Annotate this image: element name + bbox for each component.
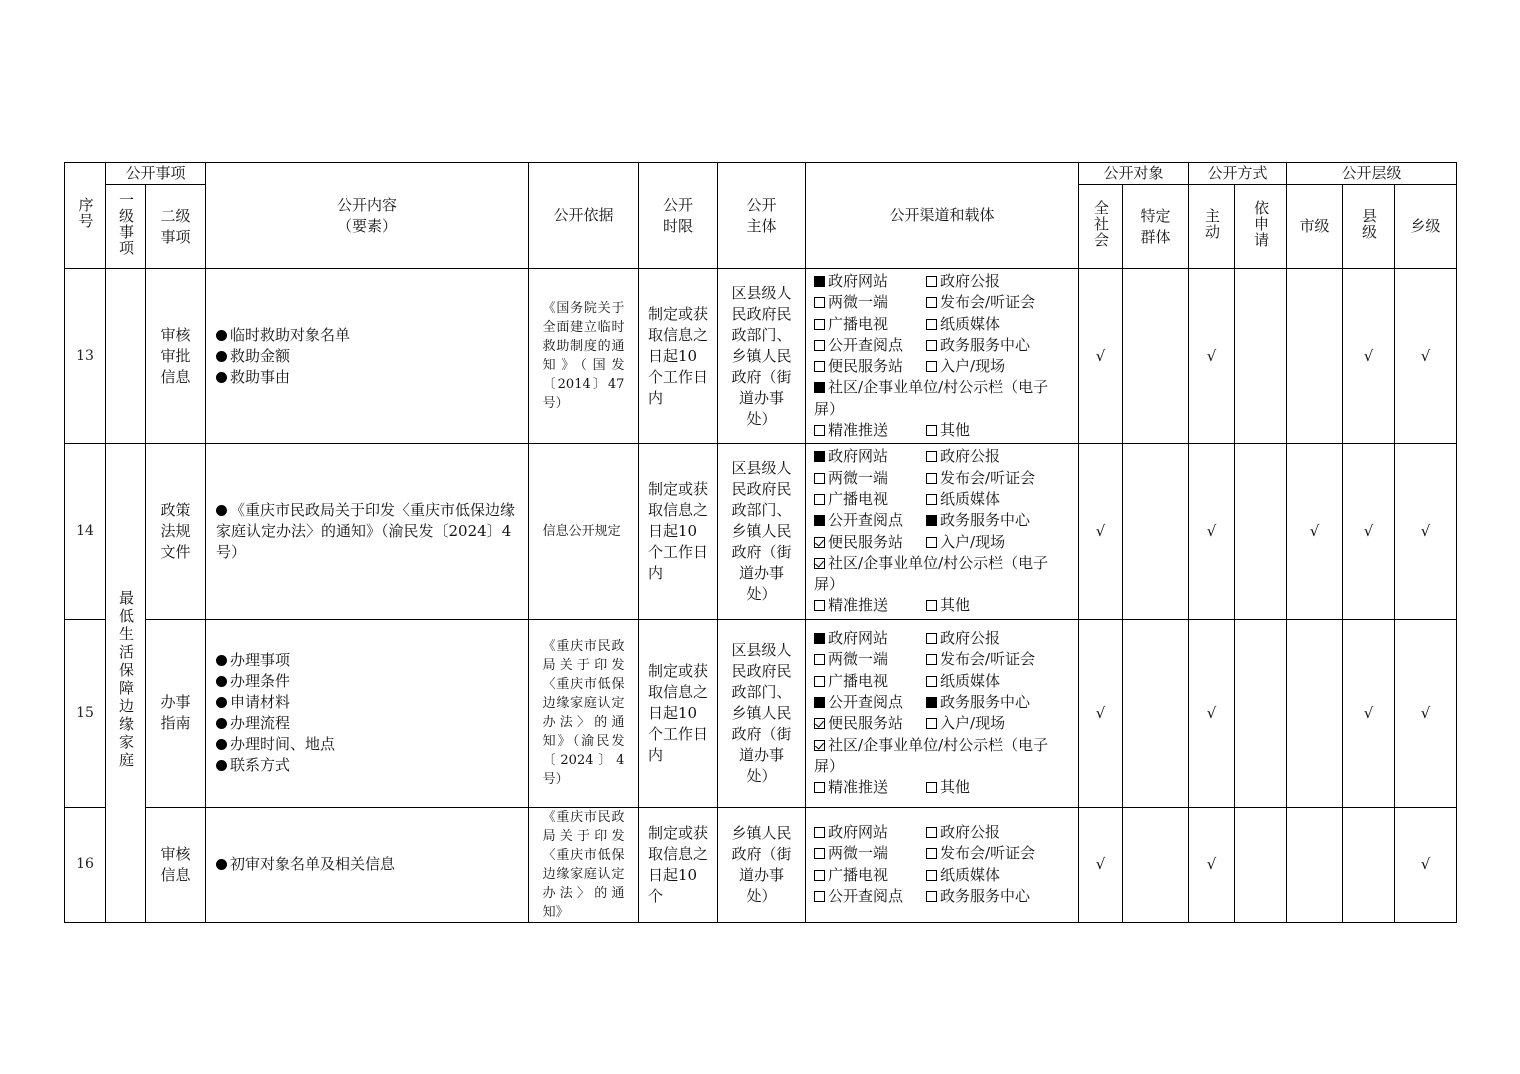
channel-option: 纸质媒体 xyxy=(926,865,1000,886)
channel-option: 广播电视 xyxy=(814,672,888,690)
empty-checkbox-icon xyxy=(926,361,937,372)
method-active-cell: √ xyxy=(1189,807,1235,922)
method-apply-cell xyxy=(1235,444,1287,619)
header-level-county: 县级 xyxy=(1343,185,1395,269)
channel-option: 入户/现场 xyxy=(926,532,1005,553)
content-item: 申请材料 xyxy=(216,692,520,713)
content-cell xyxy=(206,807,529,922)
empty-checkbox-icon xyxy=(926,633,937,644)
channel-option: 两微一端 xyxy=(814,469,888,487)
row-number: 15 xyxy=(65,619,106,807)
content-item: 联系方式 xyxy=(216,755,520,776)
level1-merged xyxy=(106,444,146,922)
subject-cell xyxy=(718,269,806,444)
row-number: 13 xyxy=(65,269,106,444)
channel-option: 两微一端 xyxy=(814,650,888,668)
empty-checkbox-icon xyxy=(926,494,937,505)
empty-checkbox-icon xyxy=(814,848,825,859)
basis-text: 《重庆市民政局关于印发〈重庆市低保边缘家庭认定办法〉的通知》 xyxy=(542,809,625,920)
channels-cell xyxy=(806,807,1079,922)
subject-cell xyxy=(718,444,806,619)
channel-option: 广播电视 xyxy=(814,315,888,333)
empty-checkbox-icon xyxy=(814,473,825,484)
header-target-all: 全社会 xyxy=(1079,185,1123,269)
channel-option: 精准推送 xyxy=(814,421,888,439)
subject-cell xyxy=(718,807,806,922)
empty-checkbox-icon xyxy=(926,891,937,902)
channel-option: 社区/企事业单位/村公示栏（电子屏） xyxy=(814,378,1049,418)
filled-checkbox-icon xyxy=(814,382,825,393)
channel-option: 其他 xyxy=(926,777,970,798)
row-number: 14 xyxy=(65,444,106,619)
level-town-cell: √ xyxy=(1395,807,1457,922)
level2-cell xyxy=(146,807,206,922)
empty-checkbox-icon xyxy=(926,537,937,548)
channel-option: 两微一端 xyxy=(814,293,888,311)
channel-option: 政府公报 xyxy=(926,628,1000,649)
empty-checkbox-icon xyxy=(926,297,937,308)
header-basis: 公开依据 xyxy=(529,163,639,269)
header-subject: 公开主体 xyxy=(718,163,806,269)
level-town-cell: √ xyxy=(1395,619,1457,807)
level2-cell xyxy=(146,619,206,807)
level-city-cell xyxy=(1287,619,1343,807)
content-item: 办理事项 xyxy=(216,650,520,671)
bullet-icon xyxy=(216,697,227,708)
filled-checkbox-icon xyxy=(814,451,825,462)
empty-checkbox-icon xyxy=(926,425,937,436)
channels-cell xyxy=(806,444,1079,619)
basis-cell xyxy=(529,619,639,807)
content-item: 救助事由 xyxy=(216,367,520,388)
method-apply-cell xyxy=(1235,269,1287,444)
filled-checkbox-icon xyxy=(814,697,825,708)
bullet-icon xyxy=(216,505,227,516)
content-item: 办理条件 xyxy=(216,671,520,692)
level-town-cell: √ xyxy=(1395,444,1457,619)
header-level-group: 公开层级 xyxy=(1287,163,1457,185)
header-items-group: 公开事项 xyxy=(106,163,206,185)
filled-checkbox-icon xyxy=(926,697,937,708)
channel-option: 纸质媒体 xyxy=(926,671,1000,692)
channel-option: 公开查阅点 xyxy=(814,336,903,354)
basis-text: 《国务院关于全面建立临时救助制度的通知》（国发〔2014〕47号） xyxy=(542,301,625,412)
header-method-apply: 依申请 xyxy=(1235,185,1287,269)
channel-option: 广播电视 xyxy=(814,490,888,508)
empty-checkbox-icon xyxy=(926,827,937,838)
level-county-cell: √ xyxy=(1343,269,1395,444)
level2-cell xyxy=(146,444,206,619)
level-county-cell: √ xyxy=(1343,444,1395,619)
empty-checkbox-icon xyxy=(926,718,937,729)
level-county-cell xyxy=(1343,807,1395,922)
channel-option: 政府网站 xyxy=(814,823,888,841)
channels-cell xyxy=(806,269,1079,444)
header-target-specific: 特定群体 xyxy=(1123,185,1189,269)
basis-cell xyxy=(529,807,639,922)
channel-option: 发布会/听证会 xyxy=(926,292,1035,313)
channel-option: 其他 xyxy=(926,420,970,441)
disclosure-table xyxy=(64,162,1457,923)
empty-checkbox-icon xyxy=(926,451,937,462)
target-specific-cell xyxy=(1123,269,1189,444)
level2-label: 政策法规文件 xyxy=(160,501,191,562)
basis-cell xyxy=(529,444,639,619)
header-content: 公开内容 （要素） xyxy=(206,163,529,269)
channel-option: 政务服务中心 xyxy=(926,886,1030,907)
subject-text: 乡镇人民政府（街道办事处） xyxy=(731,823,792,905)
bullet-icon xyxy=(216,351,227,362)
filled-checkbox-icon xyxy=(814,276,825,287)
method-active-cell: √ xyxy=(1189,444,1235,619)
header-timelimit: 公开时限 xyxy=(639,163,718,269)
table-row xyxy=(65,269,1457,444)
level2-label: 审核信息 xyxy=(160,844,191,884)
bullet-icon xyxy=(216,655,227,666)
channel-option: 政府网站 xyxy=(814,447,888,465)
channels-cell xyxy=(806,619,1079,807)
level1-label: 最低生活保障边缘家庭 xyxy=(117,590,135,771)
content-item: 初审对象名单及相关信息 xyxy=(216,854,520,875)
content-item: 救助金额 xyxy=(216,346,520,367)
empty-checkbox-icon xyxy=(814,494,825,505)
method-active-cell: √ xyxy=(1189,619,1235,807)
empty-checkbox-icon xyxy=(814,827,825,838)
timelimit-text: 制定或获取信息之日起10个工作日内 xyxy=(648,661,709,764)
content-item: 办理时间、地点 xyxy=(216,734,520,755)
channel-option: 政务服务中心 xyxy=(926,510,1030,531)
bullet-icon xyxy=(216,739,227,750)
content-cell xyxy=(206,619,529,807)
channel-option: 政府公报 xyxy=(926,446,1000,467)
empty-checkbox-icon xyxy=(814,319,825,330)
channel-option: 便民服务站 xyxy=(814,357,903,375)
empty-checkbox-icon xyxy=(926,676,937,687)
timelimit-cell xyxy=(639,269,718,444)
table-row xyxy=(65,807,1457,922)
channel-option: 入户/现场 xyxy=(926,356,1005,377)
filled-checkbox-icon xyxy=(814,515,825,526)
header-method-group: 公开方式 xyxy=(1189,163,1287,185)
channel-option: 入户/现场 xyxy=(926,713,1005,734)
method-active-cell: √ xyxy=(1189,269,1235,444)
method-apply-cell xyxy=(1235,807,1287,922)
empty-checkbox-icon xyxy=(814,361,825,372)
empty-checkbox-icon xyxy=(814,425,825,436)
header-level2: 二级事项 xyxy=(146,185,206,269)
checked-checkbox-icon xyxy=(814,718,825,729)
content-item: 《重庆市民政局关于印发〈重庆市低保边缘家庭认定办法〉的通知》（渝民发〔2024〕4号） xyxy=(216,501,516,562)
empty-checkbox-icon xyxy=(926,276,937,287)
header-method-active: 主动 xyxy=(1189,185,1235,269)
level2-label: 审核审批信息 xyxy=(160,325,191,386)
filled-checkbox-icon xyxy=(926,515,937,526)
channel-option: 公开查阅点 xyxy=(814,511,903,529)
header-level1: 一级事项 xyxy=(106,185,146,269)
content-cell xyxy=(206,269,529,444)
subject-text: 区县级人民政府民政部门、乡镇人民政府（街道办事处） xyxy=(731,640,792,785)
channel-option: 政府公报 xyxy=(926,271,1000,292)
bullet-icon xyxy=(216,718,227,729)
empty-checkbox-icon xyxy=(814,676,825,687)
content-cell xyxy=(206,444,529,619)
channel-option: 其他 xyxy=(926,595,970,616)
empty-checkbox-icon xyxy=(814,600,825,611)
timelimit-cell xyxy=(639,444,718,619)
empty-checkbox-icon xyxy=(926,340,937,351)
target-specific-cell xyxy=(1123,807,1189,922)
table-row xyxy=(65,619,1457,807)
target-all-cell: √ xyxy=(1079,807,1123,922)
timelimit-text: 制定或获取信息之日起10个工作日内 xyxy=(648,480,709,583)
target-all-cell: √ xyxy=(1079,444,1123,619)
channel-option: 公开查阅点 xyxy=(814,693,903,711)
channel-option: 纸质媒体 xyxy=(926,314,1000,335)
empty-checkbox-icon xyxy=(926,848,937,859)
channel-option: 两微一端 xyxy=(814,844,888,862)
channel-option: 政府公报 xyxy=(926,822,1000,843)
empty-checkbox-icon xyxy=(814,340,825,351)
channel-option: 社区/企事业单位/村公示栏（电子屏） xyxy=(814,735,1049,775)
empty-checkbox-icon xyxy=(814,654,825,665)
bullet-icon xyxy=(216,760,227,771)
empty-checkbox-icon xyxy=(926,600,937,611)
table-body xyxy=(65,269,1457,923)
target-all-cell: √ xyxy=(1079,269,1123,444)
checked-checkbox-icon xyxy=(814,558,825,569)
level-city-cell xyxy=(1287,269,1343,444)
bullet-icon xyxy=(216,372,227,383)
channel-option: 发布会/听证会 xyxy=(926,843,1035,864)
bullet-icon xyxy=(216,676,227,687)
channel-option: 便民服务站 xyxy=(814,533,903,551)
method-apply-cell xyxy=(1235,619,1287,807)
row-number: 16 xyxy=(65,807,106,922)
header-seq: 序号 xyxy=(65,163,106,269)
subject-cell xyxy=(718,619,806,807)
channel-option: 政府网站 xyxy=(814,629,888,647)
level1-cell-empty xyxy=(106,269,146,444)
channel-option: 发布会/听证会 xyxy=(926,468,1035,489)
header-level-town: 乡级 xyxy=(1395,185,1457,269)
basis-cell xyxy=(529,269,639,444)
channel-option: 发布会/听证会 xyxy=(926,649,1035,670)
header-channels: 公开渠道和载体 xyxy=(806,163,1079,269)
empty-checkbox-icon xyxy=(926,654,937,665)
filled-checkbox-icon xyxy=(814,633,825,644)
level-town-cell: √ xyxy=(1395,269,1457,444)
channel-option: 公开查阅点 xyxy=(814,887,903,905)
level2-cell xyxy=(146,269,206,444)
channel-option: 便民服务站 xyxy=(814,714,903,732)
target-specific-cell xyxy=(1123,619,1189,807)
empty-checkbox-icon xyxy=(814,870,825,881)
table-row xyxy=(65,444,1457,619)
timelimit-cell xyxy=(639,619,718,807)
target-specific-cell xyxy=(1123,444,1189,619)
basis-text: 《重庆市民政局关于印发〈重庆市低保边缘家庭认定办法〉的通知》（渝民发〔2024〕4号） xyxy=(542,639,625,788)
header-level-city: 市级 xyxy=(1287,185,1343,269)
level-city-cell xyxy=(1287,807,1343,922)
empty-checkbox-icon xyxy=(814,782,825,793)
checked-checkbox-icon xyxy=(814,740,825,751)
content-item: 办理流程 xyxy=(216,713,520,734)
channel-option: 纸质媒体 xyxy=(926,489,1000,510)
empty-checkbox-icon xyxy=(926,870,937,881)
timelimit-text: 制定或获取信息之日起10个 xyxy=(648,823,709,905)
checked-checkbox-icon xyxy=(814,537,825,548)
empty-checkbox-icon xyxy=(926,319,937,330)
bullet-icon xyxy=(216,859,227,870)
empty-checkbox-icon xyxy=(926,782,937,793)
channel-option: 社区/企事业单位/村公示栏（电子屏） xyxy=(814,553,1049,594)
timelimit-text: 制定或获取信息之日起10个工作日内 xyxy=(648,304,709,407)
empty-checkbox-icon xyxy=(814,891,825,902)
channel-option: 广播电视 xyxy=(814,866,888,884)
channel-option: 政务服务中心 xyxy=(926,335,1030,356)
bullet-icon xyxy=(216,330,227,341)
channel-option: 政务服务中心 xyxy=(926,692,1030,713)
channel-option: 精准推送 xyxy=(814,778,888,796)
header-target-group: 公开对象 xyxy=(1079,163,1189,185)
target-all-cell: √ xyxy=(1079,619,1123,807)
level-city-cell: √ xyxy=(1287,444,1343,619)
level2-label: 办事指南 xyxy=(160,693,191,733)
channel-option: 精准推送 xyxy=(814,596,888,614)
content-item: 临时救助对象名单 xyxy=(216,325,520,346)
empty-checkbox-icon xyxy=(926,473,937,484)
empty-checkbox-icon xyxy=(814,297,825,308)
level-county-cell: √ xyxy=(1343,619,1395,807)
subject-text: 区县级人民政府民政部门、乡镇人民政府（街道办事处） xyxy=(731,459,792,604)
subject-text: 区县级人民政府民政部门、乡镇人民政府（街道办事处） xyxy=(731,283,792,428)
timelimit-cell xyxy=(639,807,718,922)
channel-option: 政府网站 xyxy=(814,272,888,290)
basis-text: 信息公开规定 xyxy=(542,524,621,540)
